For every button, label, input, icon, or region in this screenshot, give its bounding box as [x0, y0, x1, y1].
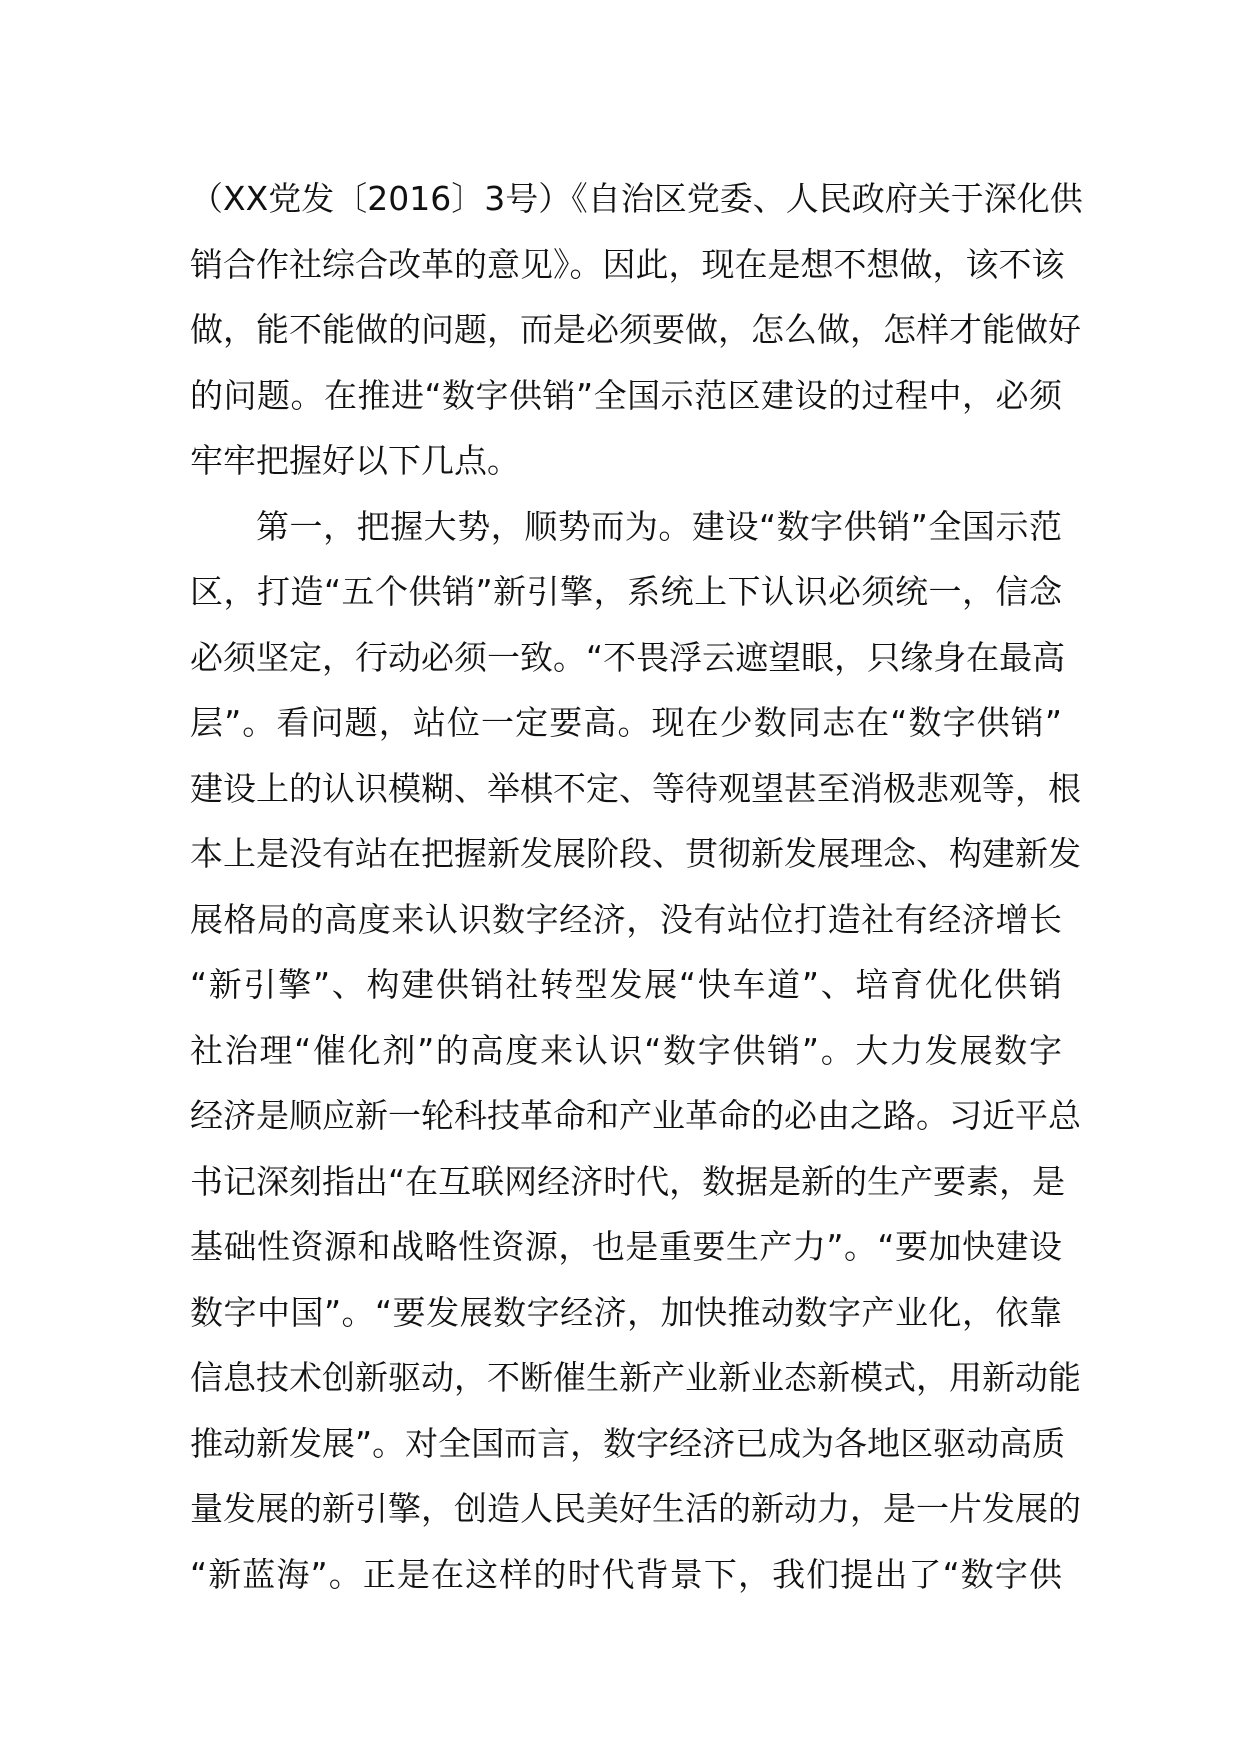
text-line: 量发展的新引擎，创造人民美好生活的新动力，是一片发展的: [190, 1489, 1081, 1528]
text-line: 区，打造“五个供销”新引擎，系统上下认识必须统一，信念: [190, 572, 1062, 611]
text-line: “新引擎”、构建供销社转型发展“快车道”、培育优化供销: [190, 965, 1062, 1004]
text-line: 本上是没有站在把握新发展阶段、贯彻新发展理念、构建新发: [190, 834, 1081, 873]
text-line: 推动新发展”。对全国而言，数字经济已成为各地区驱动高质: [190, 1423, 1066, 1463]
text-line: 牢牢把握好以下几点。: [190, 441, 520, 480]
text-line: “新蓝海”。正是在这样的时代背景下，我们提出了“数字供: [190, 1554, 1062, 1594]
text-line: 基础性资源和战略性资源，也是重要生产力”。“要加快建设: [190, 1227, 1062, 1266]
text-line: 销合作社综合改革的意见》。因此，现在是想不想做，该不该: [190, 244, 1065, 284]
paragraph-first-line: 第一，把握大势，顺势而为。建设“数字供销”全国示范: [256, 506, 1062, 546]
body-text: [190, 166, 1083, 1607]
text-line: （XX党发〔2016〕3号）《自治区党委、人民政府关于深化供: [190, 179, 1083, 218]
text-line: 必须坚定，行动必须一致。“不畏浮云遮望眼，只缘身在最高: [190, 637, 1066, 677]
text-line: 信息技术创新驱动，不断催生新产业新业态新模式，用新动能: [190, 1358, 1081, 1397]
text-line: 数字中国”。“要发展数字经济，加快推动数字产业化，依靠: [190, 1292, 1062, 1332]
text-line: 书记深刻指出“在互联网经济时代，数据是新的生产要素，是: [190, 1161, 1066, 1201]
text-line: 社治理“催化剂”的高度来认识“数字供销”。大力发展数字: [190, 1030, 1062, 1070]
text-line: 做，能不能做的问题，而是必须要做，怎么做，怎样才能做好: [190, 310, 1081, 349]
text-line: 层”。看问题，站位一定要高。现在少数同志在“数字供销”: [190, 703, 1062, 742]
text-line: 展格局的高度来认识数字经济，没有站位打造社有经济增长: [190, 899, 1062, 939]
text-line: 的问题。在推进“数字供销”全国示范区建设的过程中，必须: [190, 375, 1062, 415]
text-line: 经济是顺应新一轮科技革命和产业革命的必由之路。习近平总: [190, 1096, 1081, 1135]
text-line: 建设上的认识模糊、举棋不定、等待观望甚至消极悲观等，根: [190, 768, 1081, 808]
